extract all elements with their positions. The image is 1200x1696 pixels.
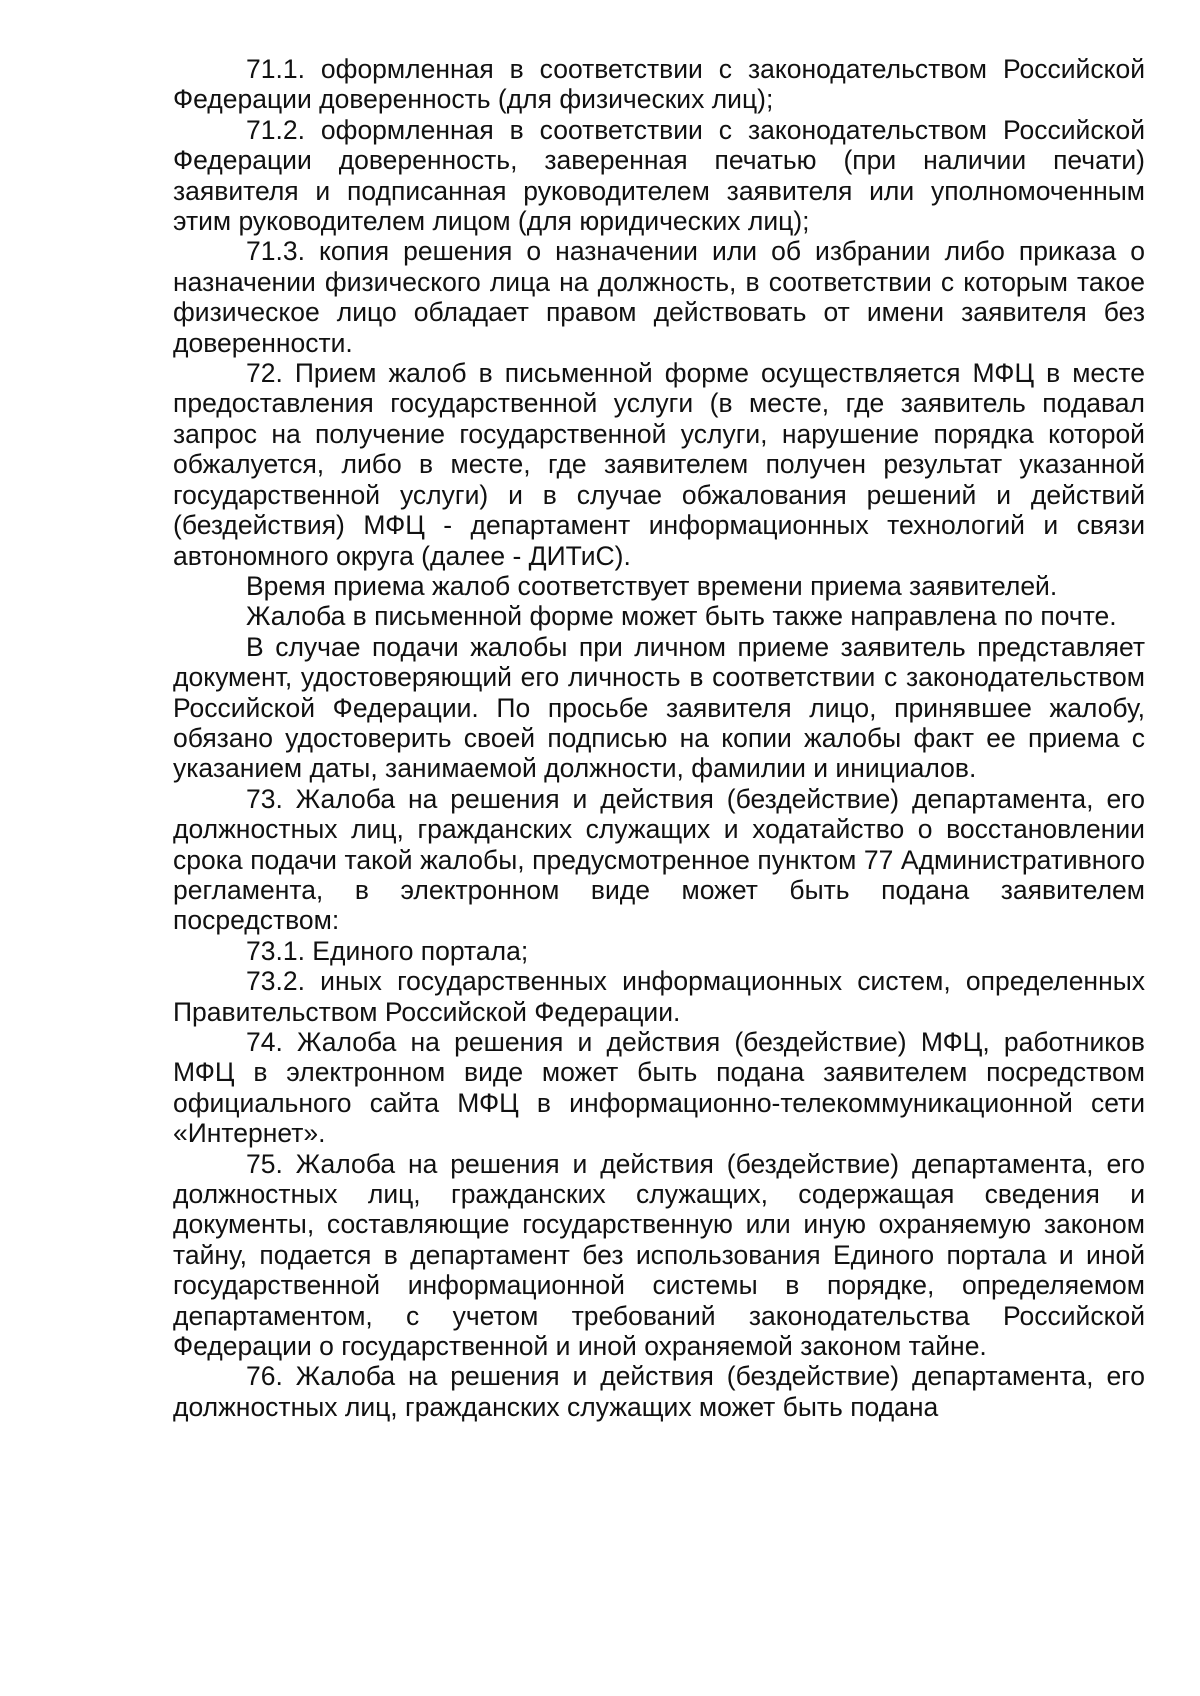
paragraph-complaint-mail: Жалоба в письменной форме может быть также направлена по почте. bbox=[246, 601, 1117, 632]
paragraph-72: 72. Прием жалоб в письменной форме осуществляется МФЦ в месте предоставления государственной услуги (в месте, где заявитель подавал запрос на получение государственной услуги, нарушение порядка которой обжалуется, либо в месте, где заявителем получен результат указанной государственной услуги) и в случае обжалования решений и действий (бездействия) МФЦ - департамент информационных технологий и связи автономного округа (далее - ДИТиС). bbox=[173, 358, 1145, 571]
document-page bbox=[173, 54, 1145, 1422]
paragraph-73: 73. Жалоба на решения и действия (бездействие) департамента, его должностных лиц, гражданских служащих и ходатайство о восстановлении срока подачи такой жалобы, предусмотренное пунктом 77 Административного регламента, в электронном виде может быть подана заявителем посредством: bbox=[173, 783, 1145, 936]
paragraph-75: 75. Жалоба на решения и действия (бездействие) департамента, его должностных лиц, гражданских служащих, содержащая сведения и документы, составляющие государственную или иную охраняемую законом тайну, подается в департамент без использования Единого портала и иной государственной информационной системы в порядке, определяемом департаментом, с учетом требований законодательства Российской Федерации о государственной и иной охраняемой законом тайне. bbox=[173, 1148, 1145, 1362]
paragraph-74: 74. Жалоба на решения и действия (бездействие) МФЦ, работников МФЦ в электронном виде может быть подана заявителем посредством официального сайта МФЦ в информационно-телекоммуникационной сети «Интернет». bbox=[173, 1027, 1145, 1149]
paragraph-71-2: 71.2. оформленная в соответствии с законодательством Российской Федерации доверенность, заверенная печатью (при наличии печати) заявителя и подписанная руководителем заявителя или уполномоченным этим руководителем лицом (для юридических лиц); bbox=[173, 114, 1145, 237]
paragraph-73-2: 73.2. иных государственных информационных систем, определенных Правительством Российской Федерации. bbox=[173, 966, 1145, 1027]
paragraph-71-1: 71.1. оформленная в соответствии с законодательством Российской Федерации доверенность (для физических лиц); bbox=[173, 54, 1145, 115]
paragraph-73-1: 73.1. Единого портала; bbox=[246, 935, 529, 966]
paragraph-personal-reception: В случае подачи жалобы при личном приеме заявитель представляет документ, удостоверяющий его личность в соответствии с законодательством Российской Федерации. По просьбе заявителя лицо, принявшее жалобу, обязано удостоверить своей подписью на копии жалобы факт ее приема с указанием даты, занимаемой должности, фамилии и инициалов. bbox=[173, 631, 1145, 784]
paragraph-complaint-time: Время приема жалоб соответствует времени приема заявителей. bbox=[246, 570, 1058, 601]
paragraph-76: 76. Жалоба на решения и действия (бездействие) департамента, его должностных лиц, гражданских служащих может быть подана bbox=[173, 1361, 1145, 1422]
paragraph-71-3: 71.3. копия решения о назначении или об избрании либо приказа о назначении физического лица на должность, в соответствии с которым такое физическое лицо обладает правом действовать от имени заявителя без доверенности. bbox=[173, 236, 1145, 358]
